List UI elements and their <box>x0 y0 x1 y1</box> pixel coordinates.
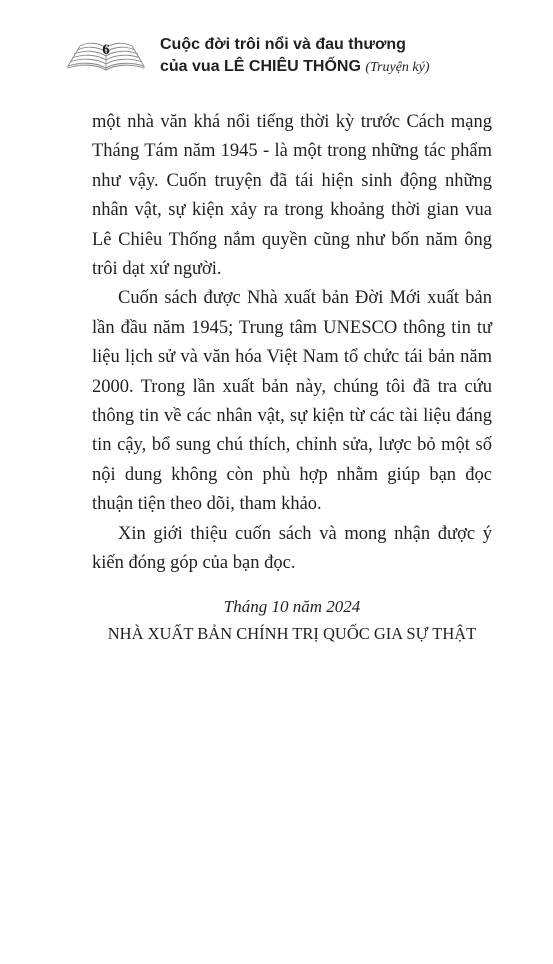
page-number: 6 <box>102 42 110 58</box>
running-title <box>160 34 430 79</box>
running-title-line1: Cuộc đời trôi nổi và đau thương <box>160 36 406 53</box>
paragraph-1: một nhà văn khá nổi tiếng thời kỳ trước Cách mạng Tháng Tám năm 1945 - là một trong những tác phẩm như vậy. Cuốn truyện đã tái hiện sinh động những nhân vật, sự kiện xảy ra trong khoảng thời gian vua Lê Chiêu Thống nắm quyền cũng như bốn năm ông trôi dạt xứ người. <box>92 112 492 280</box>
running-title-name: LÊ CHIÊU THỐNG <box>224 58 361 75</box>
running-header <box>0 0 553 90</box>
running-title-prefix: của vua <box>160 58 225 75</box>
running-title-line2 <box>160 56 430 79</box>
signature-date: Tháng 10 năm 2024 <box>223 597 361 616</box>
paragraph-2: Cuốn sách được Nhà xuất bản Đời Mới xuất bản lần đầu năm 1945; Trung tâm UNESCO thông tin tư liệu lịch sử và văn hóa Việt Nam tổ chức tái bản năm 2000. Trong lần xuất bản này, chúng tôi đã tra cứu thông tin về các nhân vật, sự kiện từ các tài liệu đáng tin cậy, bổ sung chú thích, chỉnh sửa, lược bỏ một số nội dung không còn phù hợp nhằm giúp bạn đọc thuận tiện theo dõi, tham khảo. <box>92 288 492 515</box>
body-text <box>92 108 492 579</box>
running-title-genre: (Truyện ký) <box>365 60 430 75</box>
signature-publisher: NHÀ XUẤT BẢN CHÍNH TRỊ QUỐC GIA SỰ THẬT <box>107 624 477 643</box>
paragraph-3: Xin giới thiệu cuốn sách và mong nhận được ý kiến đóng góp của bạn đọc. <box>92 523 492 574</box>
signature-block <box>92 593 492 647</box>
